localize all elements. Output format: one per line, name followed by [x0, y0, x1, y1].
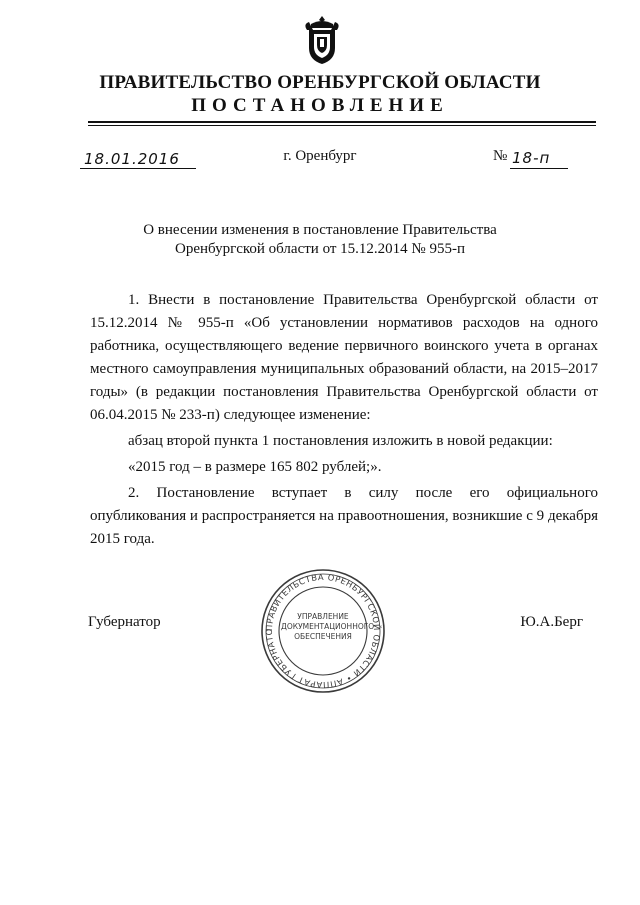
document-date: 18.01.2016	[84, 150, 180, 168]
header-divider-thin	[88, 125, 596, 126]
document-body	[90, 289, 598, 551]
paragraph-4: 2. Постановление вступает в силу после его официального опубликования и распространяется на правоотношения, возникшие с 9 декабря 2015 года.	[90, 485, 598, 547]
stamp-line-3: ОБЕСПЕЧЕНИЯ	[294, 632, 352, 641]
signatory-title: Губернатор	[88, 614, 161, 630]
number-sign: №	[493, 148, 508, 164]
document-heading	[0, 221, 640, 259]
stamp-line-2: ДОКУМЕНТАЦИОННОГО	[281, 622, 375, 631]
stamp-center-text	[281, 612, 375, 642]
date-underline	[80, 168, 196, 169]
coat-of-arms-icon	[303, 14, 341, 66]
header-divider-thick	[88, 121, 596, 123]
document-city: г. Оренбург	[283, 148, 357, 164]
paragraph-3: «2015 год – в размере 165 802 рублей;».	[128, 459, 382, 475]
paragraph-1: 1. Внести в постановление Правительства Оренбургской области от 15.12.2014 № 955-п «Об установлении нормативов расходов на одного работника, осуществляющего ведение первичного воинского учета в органах местного самоуправления муниципальных образований области, на 2015–2017 годы» (в редакции постановления Правительства Оренбургской области от 06.04.2015 № 233-п) следующее изменение:	[90, 292, 598, 423]
paragraph-2: абзац второй пункта 1 постановления изложить в новой редакции:	[128, 433, 553, 449]
number-underline	[510, 168, 568, 169]
official-stamp	[258, 568, 388, 694]
stamp-ring-text: ПРАВИТЕЛЬСТВА ОРЕНБУРГСКОЙ ОБЛАСТИ • АППАРАТ ГУБЕРНАТО	[263, 571, 383, 691]
document-type: ПОСТАНОВЛЕНИЕ	[191, 95, 449, 116]
heading-line-2: Оренбургской области от 15.12.2014 № 955-п	[174, 241, 466, 257]
stamp-line-1: УПРАВЛЕНИЕ	[297, 612, 349, 621]
page-title: ПРАВИТЕЛЬСТВО ОРЕНБУРГСКОЙ ОБЛАСТИ	[99, 72, 541, 93]
signatory-name: Ю.А.Берг	[520, 614, 583, 630]
document-number: 18-п	[512, 149, 551, 167]
heading-line-1: О внесении изменения в постановление Правительства	[143, 222, 497, 238]
